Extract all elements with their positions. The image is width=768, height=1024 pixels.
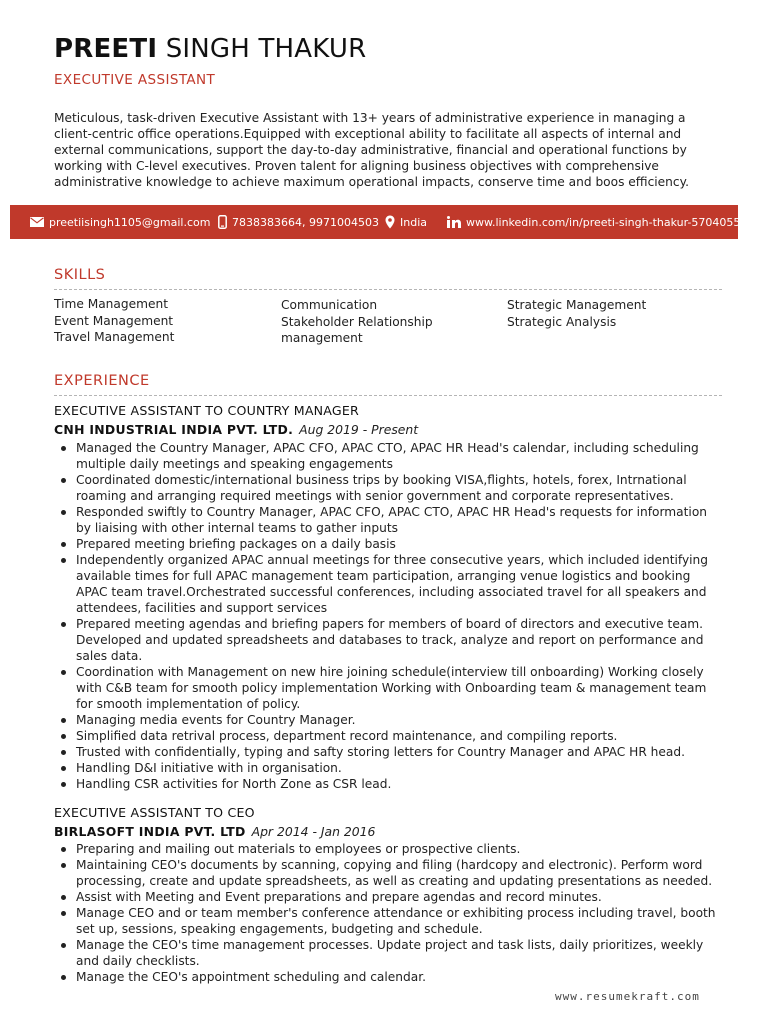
first-name: PREETI — [54, 34, 158, 64]
phone-icon — [218, 215, 227, 229]
list-item: Prepared meeting briefing packages on a daily basis — [56, 536, 716, 552]
job-title: EXECUTIVE ASSISTANT — [54, 72, 216, 88]
contact-phone[interactable] — [218, 205, 379, 239]
job-dates: Aug 2019 - Present — [299, 422, 419, 437]
skill-item: Strategic Management — [507, 298, 647, 312]
list-item: Manage the CEO's appointment scheduling and calendar. — [56, 969, 716, 985]
list-item: Managing media events for Country Manager. — [56, 712, 716, 728]
skill-item: Communication — [281, 298, 378, 312]
company-name: CNH INDUSTRIAL INDIA PVT. LTD. — [54, 422, 294, 437]
skill-item: Time Management — [54, 297, 168, 311]
linkedin-text: www.linkedin.com/in/preeti-singh-thakur-57040551 — [466, 215, 748, 229]
skills-divider — [54, 289, 722, 290]
email-icon — [30, 217, 44, 227]
list-item: Coordination with Management on new hire joining schedule(interview till onboarding) Working closely with C&B team for smooth policy implementation Working with Onboarding team & management team for smooth implementation of policy. — [56, 664, 716, 712]
professional-summary: Meticulous, task-driven Executive Assistant with 13+ years of administrative experience in managing a client-centric office operations.Equipped with exceptional ability to facilitate all aspects of internal and external communications, support the day-to-day administrative, financial and operational functions by working with C-level executives. Proven talent for aligning business objectives with comprehensive administrative knowledge to achieve maximum operational impacts, conserve time and boos efficiency. — [54, 111, 689, 189]
location-text: India — [400, 215, 427, 229]
skill-item: Travel Management — [54, 330, 175, 344]
job-dates: Apr 2014 - Jan 2016 — [251, 824, 376, 839]
skills-heading: SKILLS — [54, 267, 106, 283]
list-item: Prepared meeting agendas and briefing papers for members of board of directors and executive team. Developed and updated spreadsheets and databases to track, analyze and report on performance and sales data. — [56, 616, 716, 664]
experience-heading: EXPERIENCE — [54, 373, 150, 389]
job-bullet-list — [56, 841, 716, 985]
list-item: Manage CEO and or team member's conference attendance or exhibiting process including travel, booth set up, sessions, speaking engagements, budgeting and schedule. — [56, 905, 716, 937]
contact-bar — [10, 205, 748, 239]
skill-item: Stakeholder Relationship management — [281, 315, 433, 345]
list-item: Preparing and mailing out materials to employees or prospective clients. — [56, 841, 716, 857]
company-line — [54, 824, 375, 839]
company-name: BIRLASOFT INDIA PVT. LTD — [54, 824, 246, 839]
location-pin-icon — [385, 215, 395, 229]
company-line — [54, 422, 418, 437]
job-title-heading: EXECUTIVE ASSISTANT TO COUNTRY MANAGER — [54, 403, 359, 418]
list-item: Responded swiftly to Country Manager, APAC CFO, APAC CTO, APAC HR Head's requests for information by liaising with other internal teams to gather inputs — [56, 504, 716, 536]
list-item: Assist with Meeting and Event preparations and prepare agendas and record minutes. — [56, 889, 716, 905]
list-item: Handling CSR activities for North Zone as CSR lead. — [56, 776, 716, 792]
list-item: Coordinated domestic/international business trips by booking VISA,flights, hotels, forex, Intrnational roaming and arranging required meetings with senior government and corporate representatives. — [56, 472, 716, 504]
last-name: SINGH THAKUR — [165, 34, 367, 64]
list-item: Manage the CEO's time management processes. Update project and task lists, daily prioritizes, weekly and daily checklists. — [56, 937, 716, 969]
linkedin-icon — [447, 216, 461, 228]
phone-text: 7838383664, 9971004503 — [232, 215, 379, 229]
skill-item: Event Management — [54, 314, 174, 328]
email-text: preetiisingh1105@gmail.com — [49, 215, 211, 229]
contact-email[interactable] — [30, 205, 210, 239]
contact-location — [385, 205, 427, 239]
experience-divider — [54, 395, 722, 396]
job-bullet-list — [56, 440, 716, 792]
contact-linkedin[interactable] — [447, 205, 747, 239]
list-item: Managed the Country Manager, APAC CFO, APAC CTO, APAC HR Head's calendar, including scheduling multiple daily meetings and speaking engagements — [56, 440, 716, 472]
list-item: Maintaining CEO's documents by scanning, copying and filing (hardcopy and electronic). Perform word processing, create and update spreadsheets, as well as creating and updating presentations as needed. — [56, 857, 716, 889]
list-item: Handling D&I initiative with in organisation. — [56, 760, 716, 776]
skill-item: Strategic Analysis — [507, 315, 617, 329]
list-item: Trusted with confidentially, typing and safty storing letters for Country Manager and APAC HR head. — [56, 744, 716, 760]
list-item: Simplified data retrival process, department record maintenance, and compiling reports. — [56, 728, 716, 744]
job-title-heading: EXECUTIVE ASSISTANT TO CEO — [54, 805, 255, 820]
candidate-name — [54, 34, 366, 64]
list-item: Independently organized APAC annual meetings for three consecutive years, which included identifying available times for full APAC management team participation, arranging venue logistics and booking APAC team travel.Orchestrated successful conferences, including associated travel for all speakers and attendees, facilities and support services — [56, 552, 716, 616]
watermark: www.resumekraft.com — [555, 990, 700, 1003]
